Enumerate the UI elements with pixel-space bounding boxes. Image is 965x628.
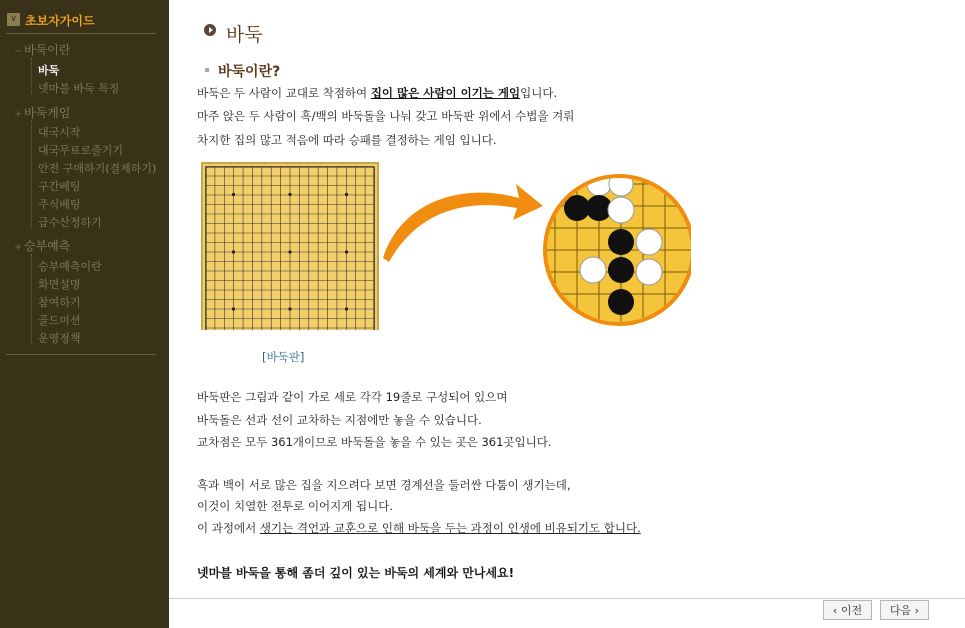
tree-line — [31, 58, 32, 94]
intro-line-3: 차지한 집의 많고 적음에 따라 승패를 결정하는 게임 입니다. — [197, 133, 497, 147]
battle-line-2: 이것이 치열한 전투로 이어지게 됩니다. — [197, 499, 394, 513]
sidebar-section-game[interactable]: + 바둑게임 — [14, 106, 71, 120]
battle-line-3: 이 과정에서 생기는 격언과 교훈으로 인해 바둑을 두는 과정이 인생에 비유되기도 합니다. — [197, 521, 641, 535]
chevron-down-icon[interactable]: ∨ — [7, 13, 20, 26]
sidebar-item-safe-purchase[interactable]: 안전 구매하기(결제하기) — [38, 162, 157, 175]
sidebar-item-start-match[interactable]: 대국시작 — [38, 126, 81, 139]
sidebar-header-title: 초보자가이드 — [25, 14, 95, 28]
intro-line-1: 바둑은 두 사람이 교대로 착점하여 집이 많은 사람이 이기는 게임입니다. — [197, 86, 558, 100]
sidebar-item-baduk[interactable]: 바둑 — [38, 64, 60, 77]
board-desc-line-1: 바둑판은 그림과 같이 가로 세로 각각 19줄로 구성되어 있으며 — [197, 390, 508, 404]
sidebar-item-range-bet[interactable]: 구간베팅 — [38, 180, 81, 193]
sidebar-item-policy[interactable]: 운영정책 — [38, 332, 81, 345]
baduk-board-illustration — [201, 162, 691, 330]
sidebar-section-baduk-intro[interactable]: − 바둑이란 — [14, 43, 71, 57]
prev-button[interactable]: ‹ 이전 — [823, 600, 872, 620]
sidebar-item-rank-calc[interactable]: 급수산정하기 — [38, 216, 102, 229]
square-bullet-icon — [205, 68, 209, 72]
plus-icon: + — [14, 242, 23, 253]
sidebar-divider — [6, 354, 156, 355]
sidebar-item-screen-guide[interactable]: 화면설명 — [38, 278, 81, 291]
main-content: 바둑 바둑이란? 바둑은 두 사람이 교대로 착점하여 집이 많은 사람이 이기는 게임입니다. 마주 앉은 두 사람이 흑/백의 바둑돌을 나눠 갖고 바둑판 위에서 수법을 겨뤄 차지한 집의 많고 적음에 따라 승패를 결정하는 게임 입니다. [바둑판] 바둑판은 그림과 같이 가로 세로 각각 19줄로 구성되어 있으며 바둑돌은 선과 선이 교차하는 지점에만 놓을 수 있습니다. 교차점은 모두 361개이므로 바둑돌을 놓을 수 있는 곳은 361곳입니다. 흑과 백이 서로 많은 집을 지으려다 보면 경계선을 둘러싼 다툼이 생기는데, 이것이 치열한 전투로 이어지게 됩니다. 이 과정에서 생기는 격언과 교훈으로 인해 바둑을 두는 과정이 인생에 비유되기도 합니다. 넷마블 바둑을 통해 좀더 깊이 있는 바둑의 세계와 만나세요! ‹ 이전 다음 › — [169, 0, 965, 628]
tree-line — [31, 120, 32, 228]
sidebar-header[interactable] — [6, 10, 156, 34]
arrow-icon — [383, 184, 543, 262]
play-circle-icon — [204, 24, 216, 36]
sidebar-item-gold-mission[interactable]: 골드미션 — [38, 314, 81, 327]
next-button[interactable]: 다음 › — [880, 600, 929, 620]
plus-icon: + — [14, 109, 23, 120]
sidebar-section-prediction[interactable]: + 승부예측 — [14, 239, 71, 253]
sidebar-item-participate[interactable]: 참여하기 — [38, 296, 81, 309]
board-caption: [바둑판] — [262, 350, 305, 364]
footer-divider — [169, 598, 965, 599]
minus-icon: − — [14, 46, 23, 57]
sidebar-item-features[interactable]: 넷마블 바둑 특징 — [38, 82, 120, 95]
sidebar-item-stock-bet[interactable]: 주식베팅 — [38, 198, 81, 211]
board-desc-line-2: 바둑돌은 선과 선이 교차하는 지점에만 놓을 수 있습니다. — [197, 413, 482, 427]
closing-message: 넷마블 바둑을 통해 좀더 깊이 있는 바둑의 세계와 만나세요! — [197, 566, 515, 580]
battle-line-1: 흑과 백이 서로 많은 집을 지으려다 보면 경계선을 둘러싼 다툼이 생기는데, — [197, 478, 571, 492]
sidebar-item-free-match[interactable]: 대국무료로즐기기 — [38, 144, 124, 157]
sidebar — [0, 0, 169, 628]
intro-line-2: 마주 앉은 두 사람이 흑/백의 바둑돌을 나눠 갖고 바둑판 위에서 수법을 겨뤄 — [197, 109, 575, 123]
board-desc-line-3: 교차점은 모두 361개이므로 바둑돌을 놓을 수 있는 곳은 361곳입니다. — [197, 435, 552, 449]
tree-line — [31, 254, 32, 344]
sidebar-item-prediction-intro[interactable]: 승부예측이란 — [38, 260, 102, 273]
